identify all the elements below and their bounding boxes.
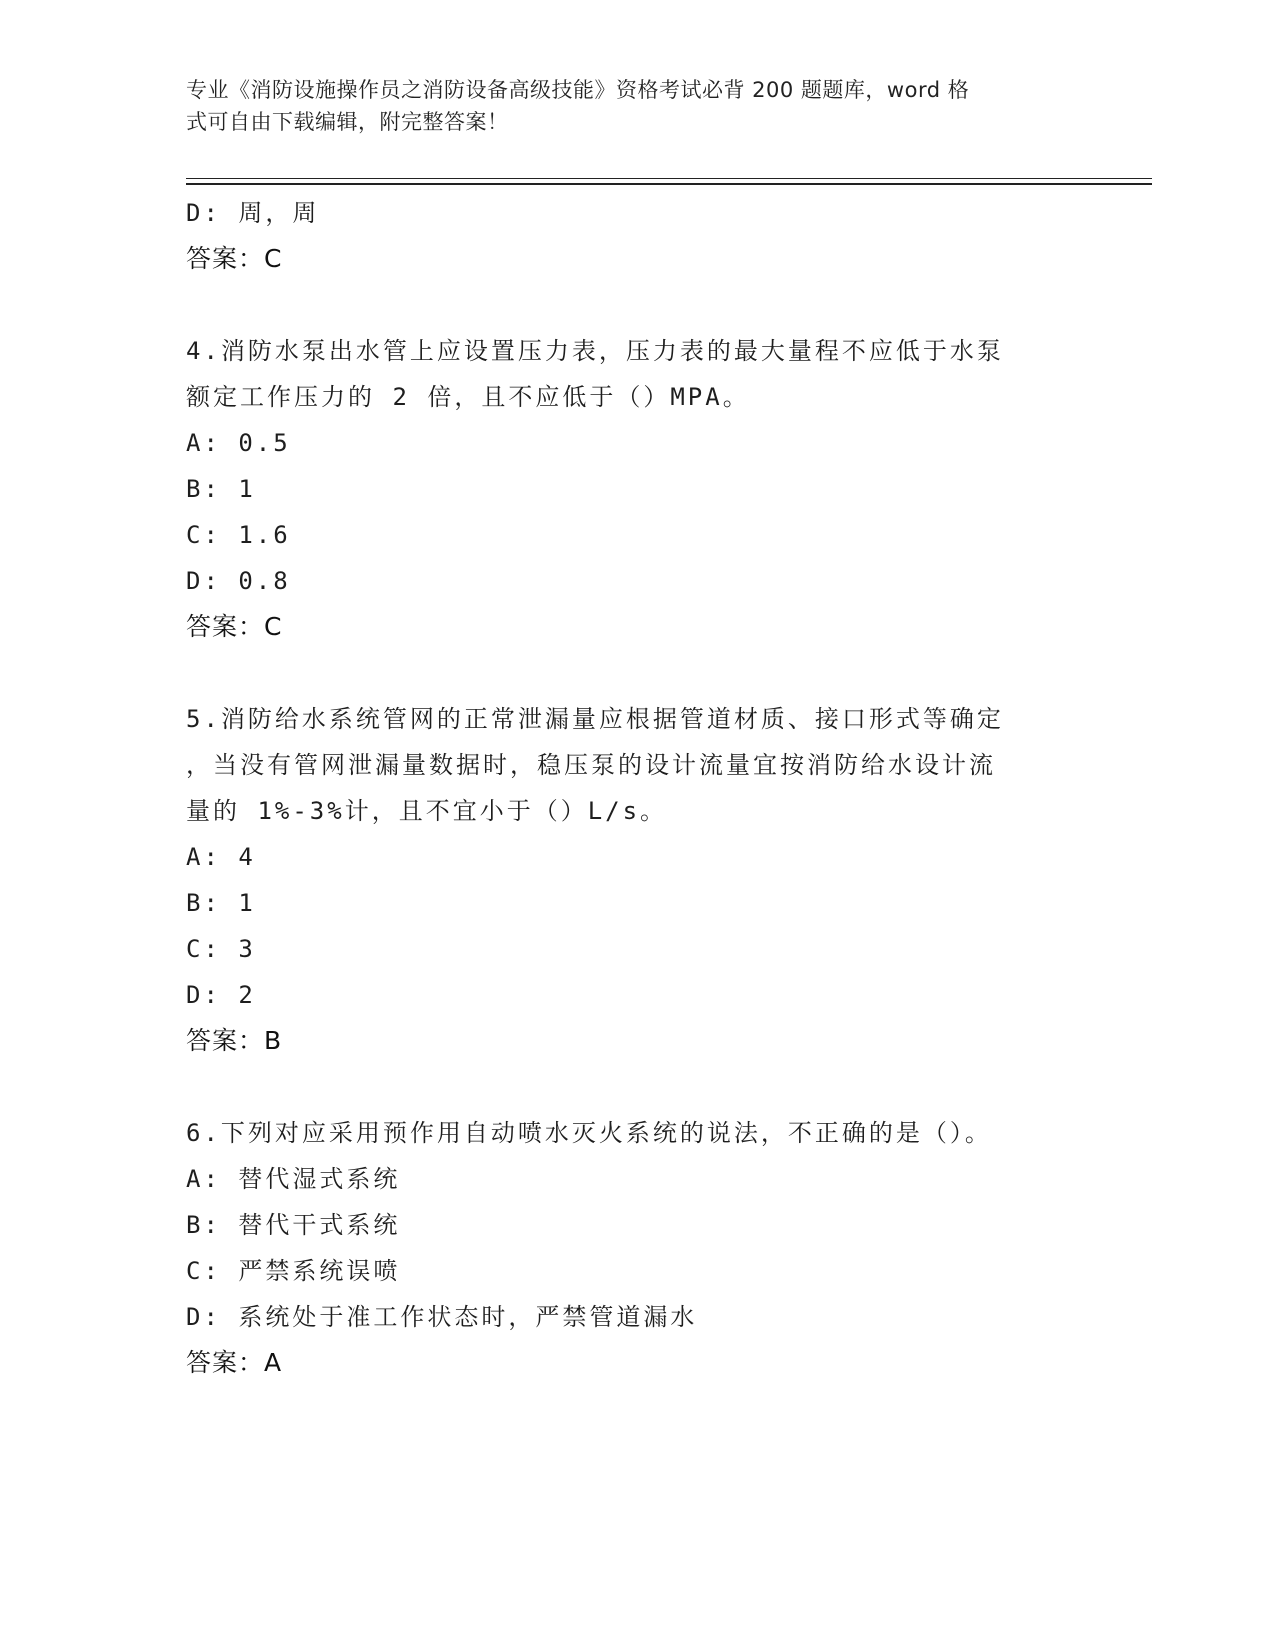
question-stem-line: 5.消防给水系统管网的正常泄漏量应根据管道材质、接口形式等确定	[186, 705, 1004, 733]
answer-label: 答案：A	[186, 1348, 283, 1377]
option-a: A: 替代湿式系统	[186, 1165, 401, 1193]
option-d: D: 0.8	[186, 567, 291, 595]
answer-label: 答案：C	[186, 244, 283, 273]
option-c: C: 严禁系统误喷	[186, 1257, 401, 1285]
document-header	[186, 74, 1076, 138]
option-a: A: 0.5	[186, 429, 291, 457]
answer-label: 答案：B	[186, 1026, 283, 1055]
option-c: C: 1.6	[186, 521, 291, 549]
header-line-2: 式可自由下载编辑，附完整答案！	[186, 110, 509, 134]
option-d: D: 2	[186, 981, 256, 1009]
option-b: B: 1	[186, 889, 256, 917]
question-stem-line: ，当没有管网泄漏量数据时，稳压泵的设计流量宜按消防给水设计流	[186, 751, 996, 779]
question-stem-line: 4.消防水泵出水管上应设置压力表，压力表的最大量程不应低于水泵	[186, 337, 1004, 365]
question-stem-line: 量的 1%-3%计，且不宜小于（）L/s。	[186, 797, 668, 825]
spacer	[186, 282, 1086, 328]
option-b: B: 1	[186, 475, 256, 503]
question-list	[186, 190, 1086, 1386]
header-divider-top	[186, 178, 1152, 179]
question-3-tail	[186, 190, 1086, 282]
question-stem-line: 6.下列对应采用预作用自动喷水灭火系统的说法，不正确的是（）。	[186, 1119, 992, 1147]
option-c: C: 3	[186, 935, 256, 963]
spacer	[186, 650, 1086, 696]
question-stem-line: 额定工作压力的 2 倍，且不应低于（）MPA。	[186, 383, 750, 411]
spacer	[186, 1064, 1086, 1110]
question-4	[186, 328, 1086, 650]
answer-label: 答案：C	[186, 612, 283, 641]
question-5	[186, 696, 1086, 1064]
header-line-1: 专业《消防设施操作员之消防设备高级技能》资格考试必背 200 题题库，word 格	[186, 78, 970, 102]
option-a: A: 4	[186, 843, 256, 871]
option-b: B: 替代干式系统	[186, 1211, 401, 1239]
header-divider-bottom	[186, 183, 1152, 185]
question-6	[186, 1110, 1086, 1386]
option-d: D: 周，周	[186, 199, 320, 227]
option-d: D: 系统处于准工作状态时，严禁管道漏水	[186, 1303, 698, 1331]
